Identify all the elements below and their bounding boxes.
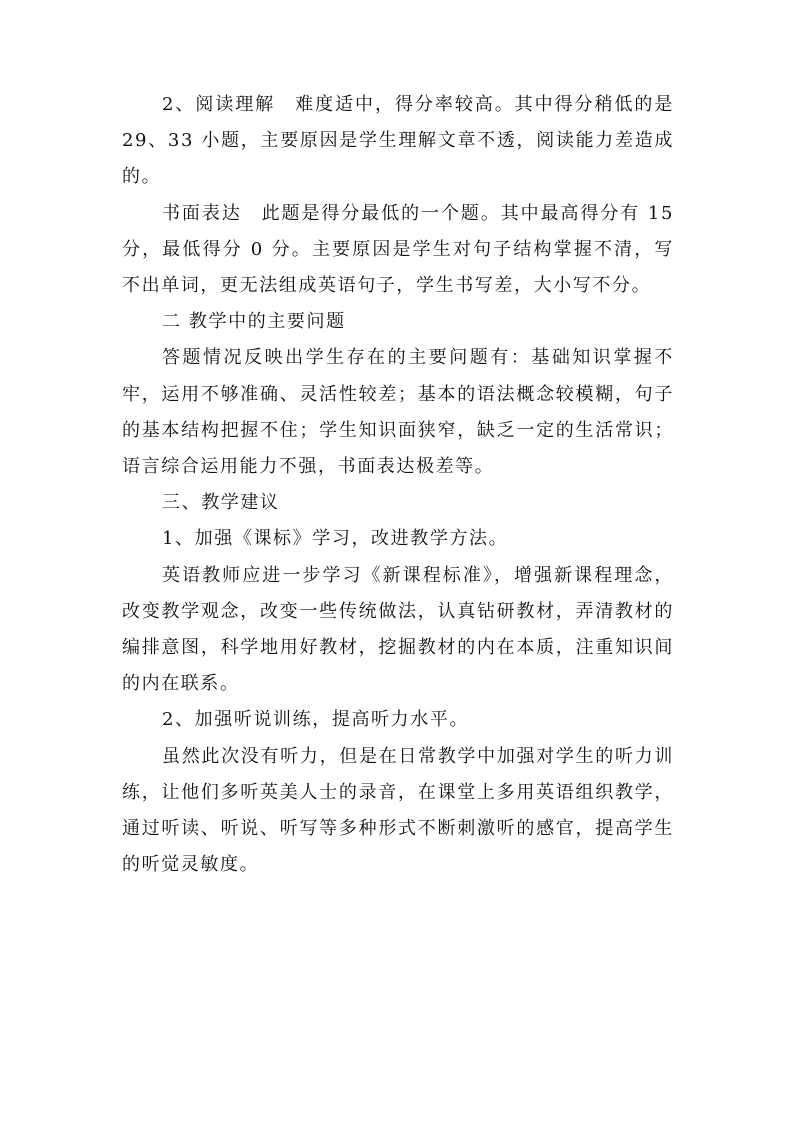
paragraph-listening-training: 虽然此次没有听力，但是在日常教学中加强对学生的听力训练，让他们多听英美人士的录音，在课堂上多用英语组织教学，通过听读、听说、听写等多种形式不断刺激听的感官，提高学生的听觉灵敏度。 — [122, 745, 674, 876]
section-heading-main-problems: 二 教学中的主要问题 — [162, 311, 346, 333]
subheading-listening-training: 2、加强听说训练，提高听力水平。 — [162, 709, 470, 731]
paragraph-written-expression: 书面表达 此题是得分最低的一个题。其中最高得分有 15 分，最低得分 0 分。主要原因是学生对句子结构掌握不清，写不出单词，更无法组成英语句子，学生书写差，大小写不分。 — [122, 202, 674, 297]
document-body — [122, 87, 674, 883]
paragraph-main-problems: 答题情况反映出学生存在的主要问题有：基础知识掌握不牢，运用不够准确、灵活性较差；基本的语法概念较模糊，句子的基本结构把握不住；学生知识面狭窄，缺乏一定的生活常识；语言综合运用能力不强，书面表达极差等。 — [122, 347, 674, 478]
subheading-curriculum-study: 1、加强《课标》学习，改进教学方法。 — [162, 528, 509, 550]
paragraph-curriculum-study: 英语教师应进一步学习《新课程标准》，增强新课程理念，改变教学观念，改变一些传统做法，认真钻研教材，弄清教材的编排意图，科学地用好教材，挖掘教材的内在本质，注重知识间的内在联系。 — [122, 564, 674, 695]
section-heading-teaching-suggestions: 三、教学建议 — [162, 492, 280, 514]
paragraph-reading-comprehension: 2、阅读理解 难度适中，得分率较高。其中得分稍低的是 29、33 小题，主要原因是学生理解文章不透，阅读能力差造成的。 — [122, 94, 674, 188]
